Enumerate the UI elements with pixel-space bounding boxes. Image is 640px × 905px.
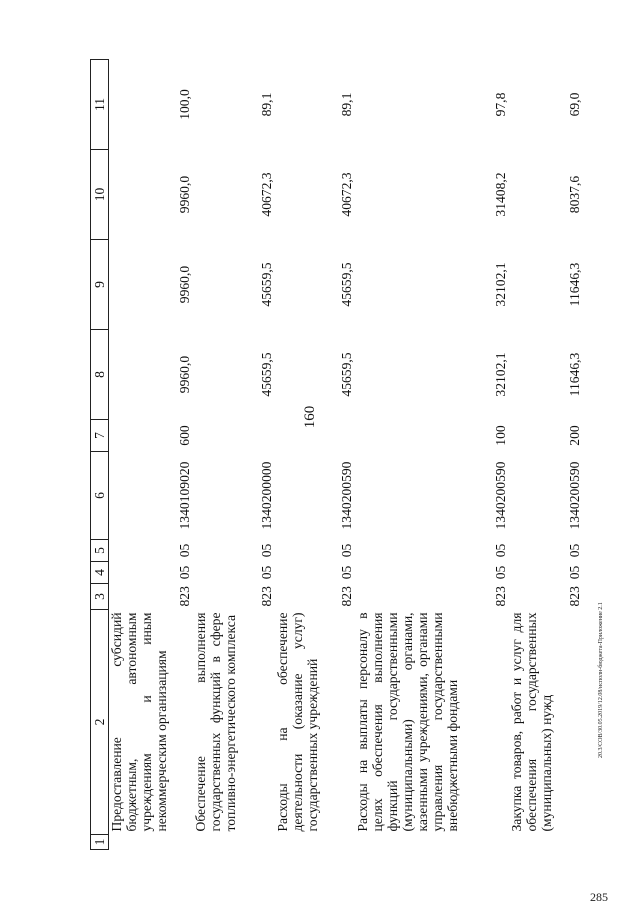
table-row (193, 60, 275, 850)
cell-c10: 8037,6 (566, 175, 582, 214)
cell-c10: 9960,0 (176, 175, 192, 214)
cell-c11: 97,8 (492, 92, 508, 117)
cell-c5: 05 (176, 543, 192, 558)
col-header-4: 4 (91, 562, 109, 584)
budget-table (90, 59, 583, 850)
cell-c11: 69,0 (566, 92, 582, 117)
col-header-10: 10 (91, 150, 109, 240)
cell-c7 (193, 420, 275, 452)
cell-c10: 31408,2 (492, 172, 508, 217)
cell-c9: 45659,5 (338, 262, 354, 307)
cell-c3: 823 (338, 586, 354, 607)
cell-c10: 40672,3 (258, 172, 274, 217)
table-row (109, 60, 193, 850)
cell-c6: 1340200590 (492, 461, 508, 530)
table-row (355, 60, 509, 850)
col-header-3: 3 (91, 584, 109, 610)
cell-c9: 9960,0 (176, 265, 192, 304)
cell-c11: 100,0 (176, 89, 192, 120)
cell-c9: 32102,1 (492, 262, 508, 307)
row-description: Обеспечение выполнения государственных функций в сфере топливно-энергетического комплекса (192, 612, 238, 832)
cell-c6: 1340200590 (566, 461, 582, 530)
cell-c3: 823 (566, 586, 582, 607)
cell-c10: 40672,3 (338, 172, 354, 217)
budget-table-wrapper (90, 60, 590, 850)
header-row (91, 60, 109, 850)
row-description: Расходы на обеспечение деятельности (оказание услуг) государственных учреждений (274, 612, 320, 832)
table-row (275, 60, 355, 850)
cell-c3: 823 (176, 586, 192, 607)
cell-c8: 9960,0 (176, 355, 192, 394)
row-description: Закупка товаров, работ и услуг для обеспечения государственных (муниципальных) нужд (508, 612, 554, 832)
cell-c8: 32102,1 (492, 352, 508, 397)
col-header-9: 9 (91, 240, 109, 330)
col-header-2: 2 (91, 610, 109, 835)
corner-page-number: 285 (590, 890, 608, 904)
col-header-1: 1 (91, 835, 109, 850)
cell-c4: 05 (338, 565, 354, 580)
row-description: Расходы на выплаты персоналу в целях обеспечения выполнения функций государственными (муниципальными) органами, казенными учреждениями, органами управления государственными внебюджетными фондами (354, 612, 460, 832)
cell-c3: 823 (258, 586, 274, 607)
cell-c11: 89,1 (258, 92, 274, 117)
col-header-8: 8 (91, 330, 109, 420)
cell-c9: 11646,3 (566, 262, 582, 307)
cell-c4: 05 (258, 565, 274, 580)
cell-c7: 600 (176, 425, 192, 446)
cell-c7 (275, 420, 355, 452)
cell-c8: 11646,3 (566, 352, 582, 397)
cell-c11: 89,1 (338, 92, 354, 117)
col-header-7: 7 (91, 420, 109, 452)
col-header-6: 6 (91, 452, 109, 540)
cell-c7: 100 (492, 425, 508, 446)
table-row (509, 60, 583, 850)
cell-c8: 45659,5 (338, 352, 354, 397)
cell-c6: 1340109020 (176, 461, 192, 530)
cell-c4: 05 (176, 565, 192, 580)
cell-c3: 823 (492, 586, 508, 607)
cell-c9: 45659,5 (258, 262, 274, 307)
cell-c4: 05 (566, 565, 582, 580)
cell-c5: 05 (258, 543, 274, 558)
cell-c6: 1340200000 (258, 461, 274, 530)
cell-c6: 1340200590 (338, 461, 354, 530)
page-number: 160 (302, 405, 318, 429)
cell-c8: 45659,5 (258, 352, 274, 397)
cell-c5: 05 (492, 543, 508, 558)
cell-c5: 05 (566, 543, 582, 558)
col-header-5: 5 (91, 540, 109, 562)
document-footer-note: 20.3/СОВ/30.05.2019/12.08/исполн-бюджета-Приложение 2.1 (598, 602, 604, 758)
row-description: Предоставление субсидий бюджетным, автономным учреждениям и иным некоммерческим организациям (109, 612, 169, 832)
cell-c4: 05 (492, 565, 508, 580)
cell-c5: 05 (338, 543, 354, 558)
col-header-11: 11 (91, 60, 109, 150)
cell-c7: 200 (566, 425, 582, 446)
